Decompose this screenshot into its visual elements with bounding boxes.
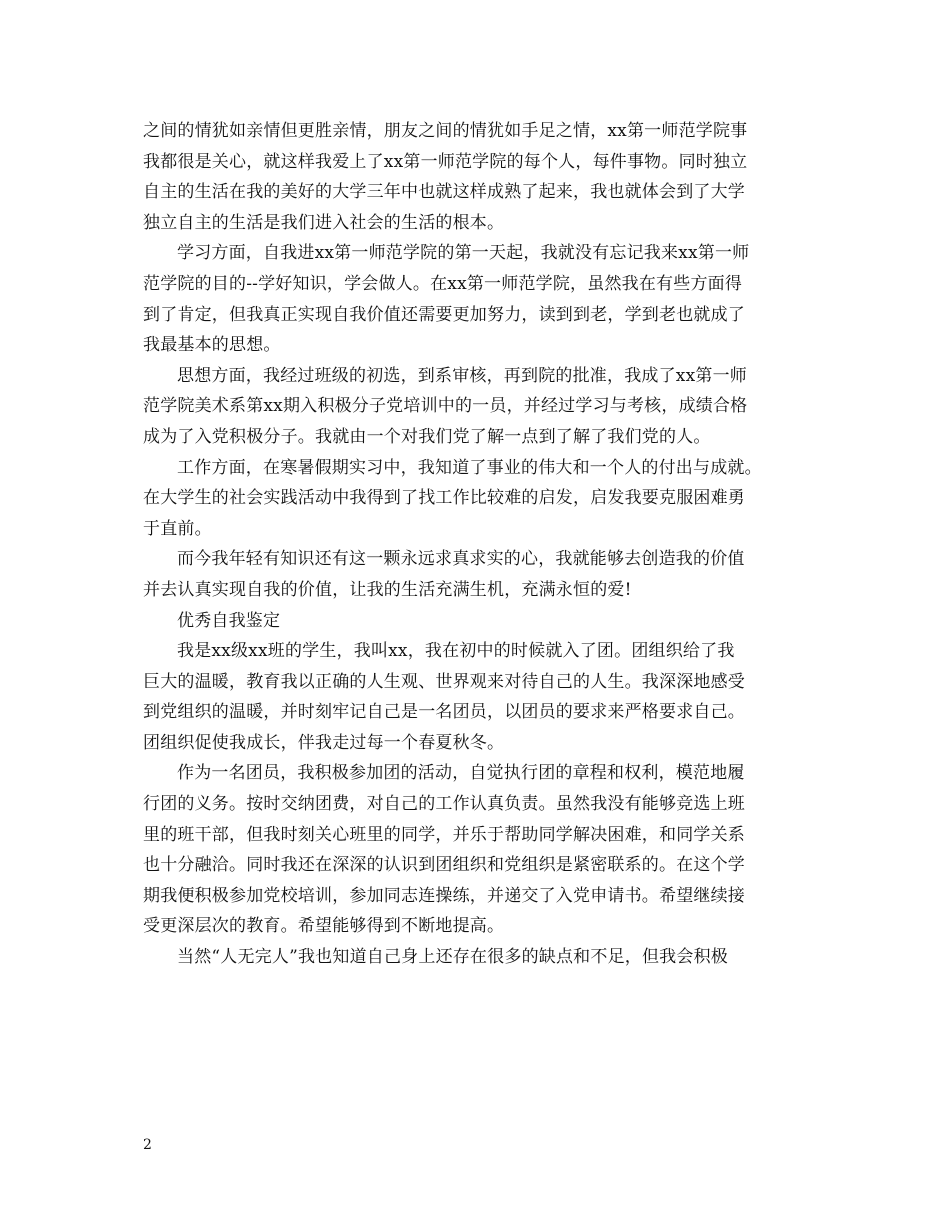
paragraph-start-line: 我是xx级xx班的学生，我叫xx，我在初中的时候就入了团。团组织给了我 <box>177 641 735 662</box>
section-heading: 优秀自我鉴定 <box>177 610 281 631</box>
text-line: 我最基本的思想。 <box>143 335 281 356</box>
paragraph-start-line: 作为一名团员，我积极参加团的活动，自觉执行团的章程和权利，模范地履 <box>177 763 745 784</box>
text-line: 独立自主的生活是我们进入社会的生活的根本。 <box>143 212 505 233</box>
text-line: 团组织促使我成长，伴我走过每一个春夏秋冬。 <box>143 732 505 753</box>
text-line: 之间的情犹如亲情但更胜亲情，朋友之间的情犹如手足之情，xx第一师范学院事 <box>143 121 748 141</box>
text-line: 于直前。 <box>143 518 212 539</box>
text-line: 也十分融洽。同时我还在深深的认识到团组织和党组织是紧密联系的。在这个学 <box>143 855 745 876</box>
text-line: 范学院的目的--学好知识，学会做人。在xx第一师范学院，虽然我在有些方面得 <box>143 273 743 294</box>
text-line: 范学院美术系第xx期入积极分子党培训中的一员，并经过学习与考核，成绩合格 <box>143 396 748 417</box>
text-line: 到党组织的温暖，并时刻牢记自己是一名团员，以团员的要求来严格要求自己。 <box>143 702 745 723</box>
text-line: 行团的义务。按时交纳团费，对自己的工作认真负责。虽然我没有能够竞选上班 <box>143 794 745 815</box>
text-line: 并去认真实现自我的价值，让我的生活充满生机，充满永恒的爱! <box>143 579 632 600</box>
text-line: 巨大的温暖，教育我以正确的人生观、世界观来对待自己的人生。我深深地感受 <box>143 671 745 692</box>
page-number: 2 <box>143 1137 152 1153</box>
text-line: 我都很是关心，就这样我爱上了xx第一师范学院的每个人，每件事物。同时独立 <box>143 151 748 172</box>
text-line: 自主的生活在我的美好的大学三年中也就这样成熟了起来，我也就体会到了大学 <box>143 182 745 203</box>
text-line: 里的班干部，但我时刻关心班里的同学，并乐于帮助同学解决困难，和同学关系 <box>143 824 745 845</box>
text-line: 到了肯定，但我真正实现自我价值还需要更加努力，读到到老，学到老也就成了 <box>143 304 745 325</box>
text-line: 成为了入党积极分子。我就由一个对我们党了解一点到了解了我们党的人。 <box>143 426 711 447</box>
paragraph-start-line: 工作方面，在寒暑假期实习中，我知道了事业的伟大和一个人的付出与成就。 <box>177 457 762 478</box>
paragraph-start-line: 思想方面，我经过班级的初选，到系审核，再到院的批准，我成了xx第一师 <box>177 365 747 386</box>
text-line: 在大学生的社会实践活动中我得到了找工作比较难的启发，启发我要克服困难勇 <box>143 488 745 509</box>
paragraph-start-line: 当然“人无完人”我也知道自己身上还存在很多的缺点和不足，但我会积极 <box>177 947 728 968</box>
body-text <box>143 116 823 973</box>
paragraph-start-line: 学习方面，自我进xx第一师范学院的第一天起，我就没有忘记我来xx第一师 <box>177 243 750 264</box>
text-line: 期我便积极参加党校培训，参加同志连操练，并递交了入党申请书。希望继续接 <box>143 885 745 906</box>
paragraph-start-line: 而今我年轻有知识还有这一颗永远求真求实的心，我就能够去创造我的价值 <box>177 549 745 570</box>
text-line: 受更深层次的教育。希望能够得到不断地提高。 <box>143 916 505 937</box>
